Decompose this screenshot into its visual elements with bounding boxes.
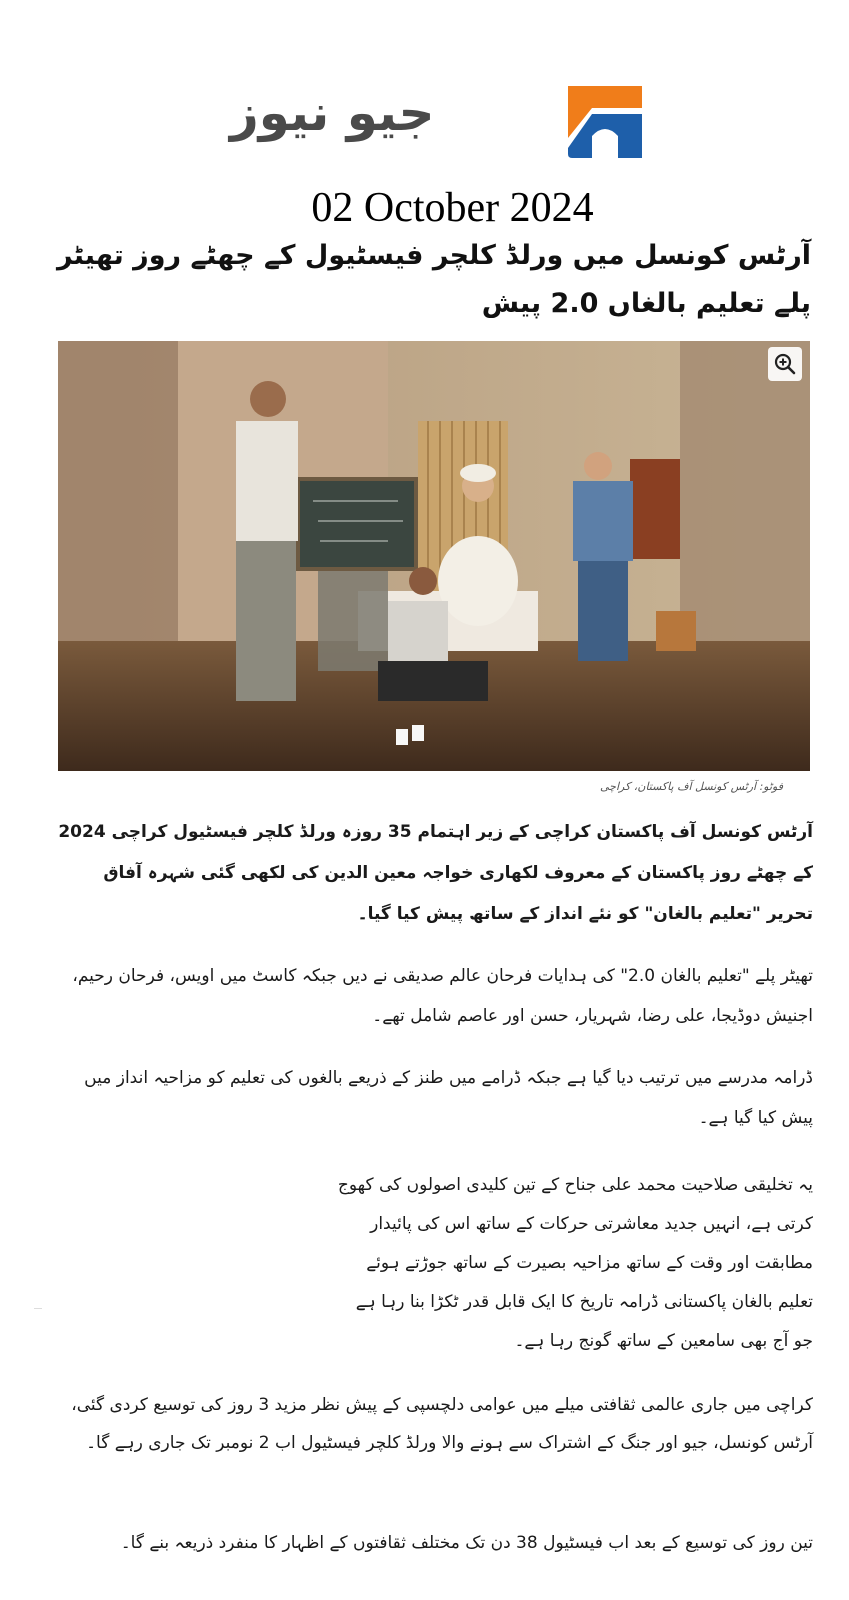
article-photo[interactable] [58, 341, 810, 771]
publish-date: 02 October 2024 [311, 185, 594, 231]
article-paragraph: ڈرامہ مدرسے میں ترتیب دیا گیا ہے جبکہ ڈرامے میں طنز کے ذریعے بالغوں کی تعلیم کو مزاحیہ انداز میں پیش کیا گیا ہے۔ [84, 1068, 813, 1128]
article-lead-paragraph: آرٹس کونسل آف پاکستان کراچی کے زیر اہتمام 35 روزہ ورلڈ کلچر فیسٹیول کراچی 2024 کے چھٹے روز پاکستان کے معروف لکھاری خواجہ معین الدین کی لکھی گئی شہرہ آفاق تحریر "تعلیم بالغان" کو نئے انداز کے ساتھ پیش کیا گیا۔ [58, 822, 813, 924]
brand-wordmark: جیو نیوز [230, 84, 435, 142]
article-paragraph: کراچی میں جاری عالمی ثقافتی میلے میں عوامی دلچسپی کے پیش نظر مزید 3 روز کی توسیع کردی گئی، آرٹس کونسل، جیو اور جنگ کے اشتراک سے ہونے والا ورلڈ کلچر فیسٹیول اب 2 نومبر تک جاری رہے گا۔ [71, 1395, 813, 1453]
zoom-in-icon [774, 353, 796, 375]
geo-logo-icon [562, 78, 648, 160]
article-paragraph: یہ تخلیقی صلاحیت محمد علی جناح کے تین کلیدی اصولوں کی کھوج کرتی ہے، انہیں جدید معاشرتی حرکات کے ساتھ اس کی پائیدار مطابقت اور وقت کے ساتھ مزاحیہ بصیرت کے ساتھ جوڑتے ہوئے تعلیم بالغان پاکستانی ڈرامہ تاریخ کا ایک قابل قدر ٹکڑا بنا رہا ہے جو آج بھی سامعین کے ساتھ گونج رہا ہے۔ [337, 1175, 813, 1351]
article-paragraph: تھیٹر پلے "تعلیم بالغان 2.0" کی ہدایات فرحان عالم صدیقی نے دیں جبکہ کاسٹ میں اویس، فرحان رحیم، اجنیش دوڈیجا، علی رضا، شہریار، حسن اور عاصم شامل تھے۔ [72, 966, 813, 1026]
article-headline: آرٹس کونسل میں ورلڈ کلچر فیسٹیول کے چھٹے روز تھیٹر پلے تعلیم بالغاں 2.0 پیش [56, 240, 811, 319]
divider [34, 1308, 42, 1309]
theatre-stage-photo [58, 341, 810, 771]
photo-caption: فوٹو: آرٹس کونسل آف پاکستان، کراچی [599, 780, 783, 793]
article-paragraph: تین روز کی توسیع کے بعد اب فیسٹیول 38 دن تک مختلف ثقافتوں کے اظہار کا منفرد ذریعہ بنے گا۔ [120, 1533, 813, 1553]
site-header-logo[interactable] [0, 72, 849, 168]
zoom-button[interactable] [768, 347, 802, 381]
